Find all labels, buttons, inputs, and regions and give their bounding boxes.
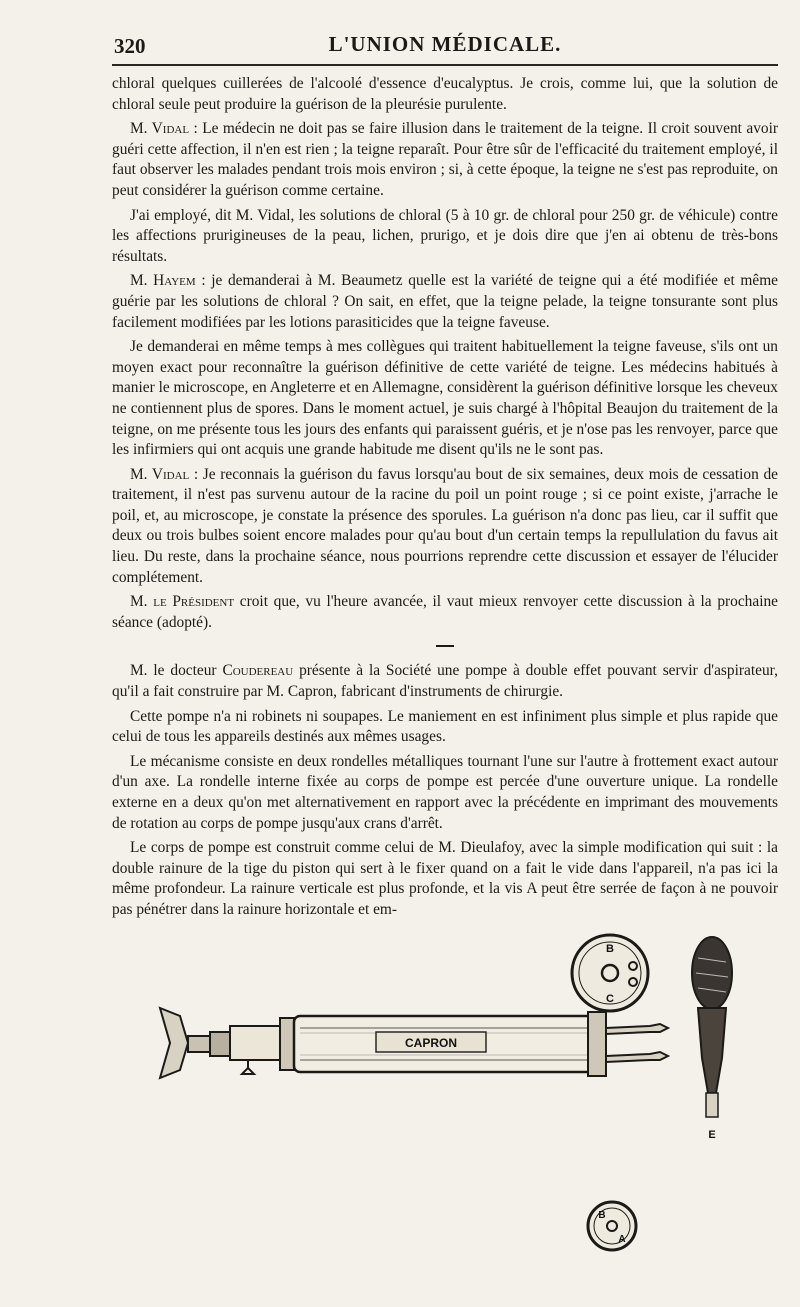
paragraph: M. Vidal : Le médecin ne doit pas se faire illusion dans le traitement de la teigne. Il croit souvent avoir guéri cette affection, il n'en est rien ; la teigne reparaît. Pour être sûr de l'efficacité du traitement employé, il faut observer les malades pendant trois mois environ ; si, à cette époque, la teigne ne s'est pas reproduite, on peut considérer la guérison comme certaine. (112, 120, 778, 199)
svg-text:A: A (618, 1234, 626, 1245)
pump-illustration (150, 928, 750, 1298)
page-header (112, 28, 778, 66)
capron-engraving: CAPRON (404, 1036, 458, 1050)
article-body (112, 74, 778, 925)
paragraph: Je demanderai en même temps à mes collègues qui traitent habituellement la teigne faveuse, s'ils ont un moyen exact pour reconnaître la guérison définitive de cette variété de teigne. Les médecins habitués à manier le microscope, en Angleterre et en Allemagne, considèrent la guérison définitive lorsque les cheveux ne contiennent plus de spores. Dans le moment actuel, je suis chargé à l'hôpital Beaujon du traitement de la teigne, on me présente tous les jours des enfants qui paraissent guéris, et je n'ose pas les renvoyer, parce que les infirmiers qui ont acquis une grande habitude me disent qu'ils ne le sont pas. (112, 338, 778, 459)
section-divider (436, 645, 454, 647)
disc-top-diagram (572, 935, 648, 1011)
pump-cylinder (230, 1012, 668, 1076)
paragraph: Le corps de pompe est construit comme celui de M. Dieulafoy, avec la simple modification qui suit : la double rainure de la tige du piston qui sert à le fixer quand on a fait le vide dans l'appareil, n'a pas ici la même profondeur. La rainure verticale est plus profonde, et la vis A peut être serrée de façon à ne pouvoir pas pénétrer dans la rainure horizontale et em- (112, 839, 778, 918)
disc-bottom-diagram (588, 1202, 636, 1250)
paragraph: M. Hayem : je demanderai à M. Beaumetz quelle est la variété de teigne qui a été modifiée et même guérie par les solutions de chloral ? On sait, en effet, que la teigne pelade, la teigne tonsurante sont plus facilement modifiées par les lotions parasiticides que la teigne faveuse. (112, 272, 778, 331)
paragraph: Le mécanisme consiste en deux rondelles métalliques tournant l'une sur l'autre à frottement exact autour d'un axe. La rondelle interne fixée au corps de pompe est percée d'une ouverture unique. La rondelle externe en a deux qu'on met alternativement en rapport avec la précédente en imprimant des mouvements de rotation au corps de pompe jusqu'aux crans d'arrêt. (112, 752, 778, 832)
running-title: L'UNION MÉDICALE. (328, 32, 562, 56)
paragraph: chloral quelques cuillerées de l'alcoolé d'essence d'eucalyptus. Je crois, comme lui, que la solution de chloral seule peut produire la guérison de la pleurésie purulente. (112, 75, 778, 113)
svg-text:B: B (606, 943, 614, 955)
paragraph: M. le docteur Coudereau présente à la Société une pompe à double effet pouvant servir d'aspirateur, qu'il a fait construire par M. Capron, fabricant d'instruments de chirurgie. (112, 662, 778, 701)
speaker-name: M. Vidal (130, 120, 190, 138)
svg-text:E: E (708, 1129, 716, 1141)
page-number: 320 (114, 34, 146, 58)
svg-text:B: B (598, 1210, 606, 1221)
svg-text:C: C (606, 993, 614, 1005)
speaker-name: Coudereau (222, 662, 294, 680)
paragraph: M. le Président croit que, vu l'heure avancée, il vaut mieux renvoyer cette discussion à la prochaine séance (adopté). (112, 593, 778, 631)
speaker-name: M. Hayem (130, 272, 196, 290)
speaker-name: M. le Président (130, 593, 235, 611)
speaker-name: M. Vidal (130, 465, 190, 483)
paragraph: Cette pompe n'a ni robinets ni soupapes. Le maniement en est infiniment plus simple et plus rapide que celui de tous les appareils destinés aux mêmes usages. (112, 707, 778, 746)
trocar-instrument (692, 937, 732, 1141)
paragraph: M. Vidal : Je reconnais la guérison du favus lorsqu'au bout de six semaines, deux mois de cessation de traitement, il n'est pas survenu autour de la racine du poil un point rouge ; si ce point existe, j'arrache le poil, et, au microscope, je constate la présence des sporules. La guérison n'a donc pas lieu, car il suffit que deux ou trois bulbes soient encore malades pour qu'au bout d'un certain temps la repullulation du favus ait lieu. Du reste, dans la prochaine séance, nous pourrions reprendre cette discussion et essayer de l'élucider complétement. (112, 465, 778, 586)
paragraph: J'ai employé, dit M. Vidal, les solutions de chloral (5 à 10 gr. de chloral pour 250 gr. de véhicule) contre les affections prurigineuses de la peau, lichen, prurigo, et je dois dire que j'en ai obtenu de très-bons résultats. (112, 206, 778, 265)
